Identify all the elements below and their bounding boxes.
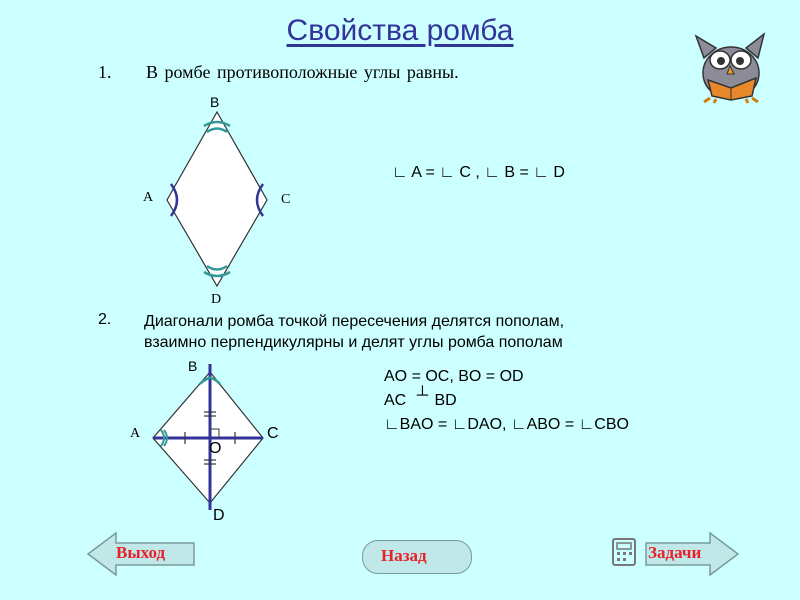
property-2-line-2: взаимно перпендикулярны и делят углы ромба пополам [144,334,563,351]
property-1-number: 1. [98,62,112,82]
owl-reading-icon [686,18,772,104]
vertex-c-label: C [281,192,291,207]
vertex-c2-label: C [267,425,279,442]
tasks-button[interactable] [608,531,758,577]
calculator-icon [610,537,640,569]
perpendicular-symbol: ┴ [416,387,429,404]
back-label: Назад [381,546,427,565]
page-title: Свойства ромба [286,14,514,47]
property-2-number: 2. [98,311,112,328]
property-2-line-1: Диагонали ромба точкой пересечения делятся пополам, [144,313,565,330]
back-button[interactable] [362,540,472,574]
property-1-text: В ромбе противоположные углы равны. [146,62,459,82]
perpendicular-right: BD [434,392,457,409]
vertex-b-label: B [210,94,220,110]
vertex-d2-label: D [213,507,225,524]
vertex-o-label: O [209,440,222,457]
angles-equality-formula: ∟ A = ∟ C , ∟ B = ∟ D [392,164,565,181]
tasks-label: Задачи [648,543,702,562]
exit-button[interactable] [86,531,198,577]
vertex-a2-label: A [130,426,141,441]
vertex-b2-label: B [188,358,198,374]
angle-bisector-formula: ∟BAO = ∟DAO, ∟ABO = ∟CBO [384,416,629,433]
property-2-text [144,311,564,353]
vertex-d-label: D [211,292,222,307]
perpendicular-formula [384,387,457,410]
vertex-a-label: A [143,190,154,205]
perpendicular-left: AC [384,392,407,409]
diagonals-halves-formula: AO = OC, BO = OD [384,368,524,385]
rhombus-shape [167,112,267,286]
exit-label: Выход [116,543,166,562]
